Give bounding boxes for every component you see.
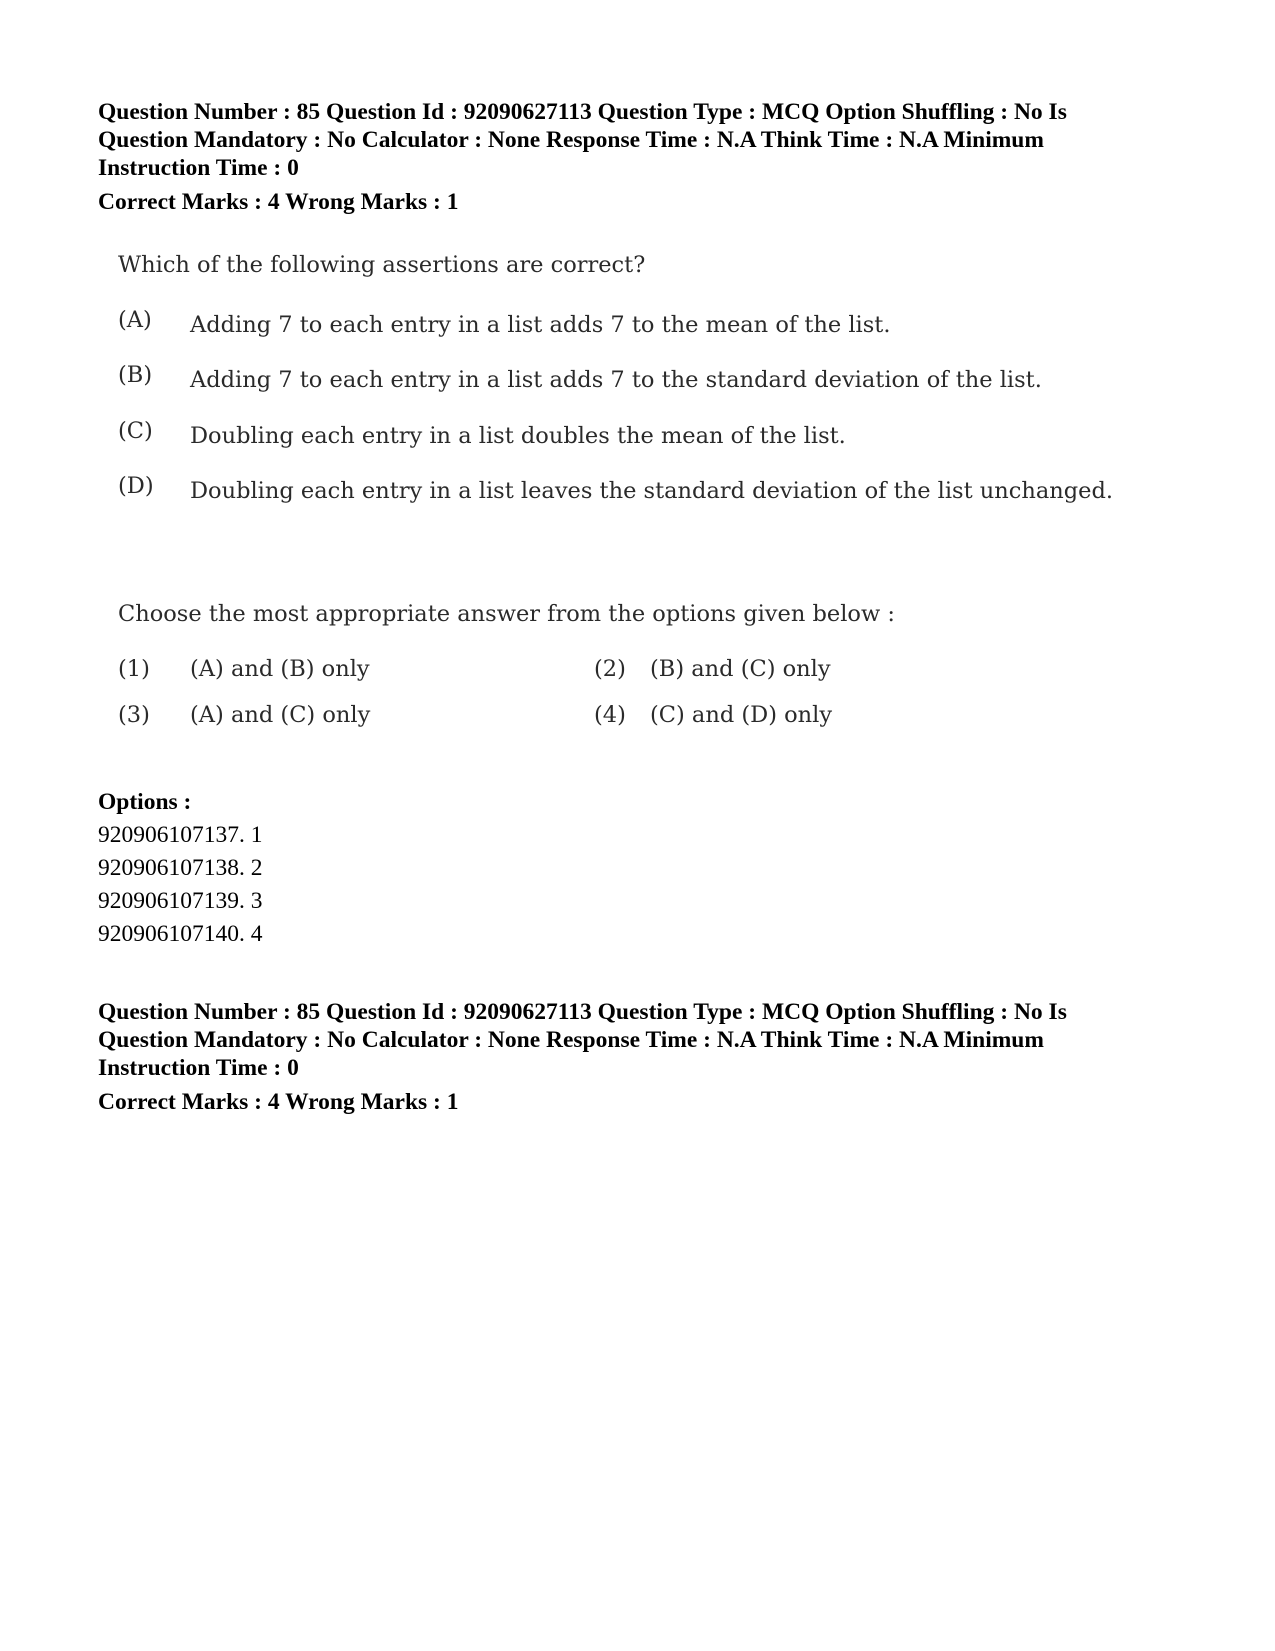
choice-text: (A) and (C) only [190, 702, 371, 728]
assertion-label: (B) [118, 362, 153, 388]
assertion-text: Adding 7 to each entry in a list adds 7 to the mean of the list. [190, 312, 891, 338]
option-item: 920906107138. 2 [98, 855, 263, 881]
choice-number: (2) [594, 656, 626, 682]
choose-instruction: Choose the most appropriate answer from the options given below : [118, 601, 895, 627]
question-meta-header [98, 98, 1178, 216]
option-item: 920906107137. 1 [98, 822, 263, 848]
assertion-label: (D) [118, 473, 154, 499]
question-stem: Which of the following assertions are correct? [118, 252, 646, 278]
choice-text: (A) and (B) only [190, 656, 370, 682]
options-list [98, 786, 263, 951]
assertion-text: Adding 7 to each entry in a list adds 7 to the standard deviation of the list. [190, 367, 1042, 393]
choice-text: (C) and (D) only [650, 702, 833, 728]
option-item: 920906107139. 3 [98, 888, 263, 914]
meta-marks: Correct Marks : 4 Wrong Marks : 1 [98, 1089, 459, 1115]
choice-number: (3) [118, 702, 150, 728]
meta-line-1: Question Number : 85 Question Id : 92090627113 Question Type : MCQ Option Shuffling : No Is [98, 999, 1067, 1025]
options-heading: Options : [98, 789, 192, 815]
option-item: 920906107140. 4 [98, 921, 263, 947]
choice-text: (B) and (C) only [650, 656, 831, 682]
assertion-text: Doubling each entry in a list doubles the mean of the list. [190, 423, 846, 449]
meta-line-3: Instruction Time : 0 [98, 1055, 299, 1081]
meta-line-2: Question Mandatory : No Calculator : None Response Time : N.A Think Time : N.A Minimum [98, 1027, 1044, 1053]
choice-number: (4) [594, 702, 626, 728]
question-meta-header-2 [98, 998, 1178, 1116]
choice-number: (1) [118, 656, 150, 682]
assertion-label: (C) [118, 418, 153, 444]
assertion-label: (A) [118, 307, 152, 333]
meta-line-2: Question Mandatory : No Calculator : None Response Time : N.A Think Time : N.A Minimum [98, 127, 1044, 153]
assertion-text: Doubling each entry in a list leaves the standard deviation of the list unchanged. [190, 478, 1114, 504]
meta-line-1: Question Number : 85 Question Id : 92090627113 Question Type : MCQ Option Shuffling : No Is [98, 99, 1067, 125]
meta-line-3: Instruction Time : 0 [98, 155, 299, 181]
meta-marks: Correct Marks : 4 Wrong Marks : 1 [98, 189, 459, 215]
